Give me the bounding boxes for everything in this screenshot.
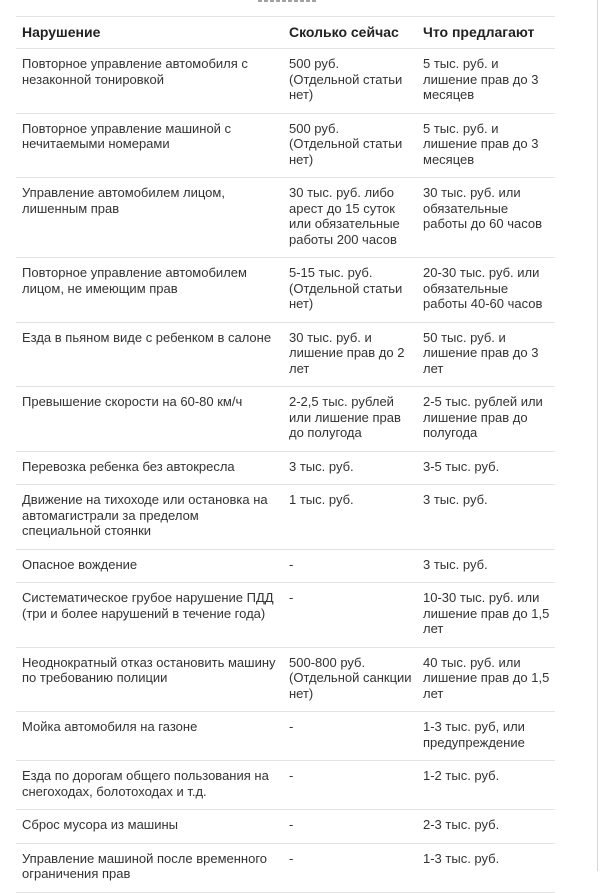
table-row <box>16 712 555 761</box>
violation-cell: Управление автомобилем лицом, лишенным прав <box>16 178 283 258</box>
violation-cell: Повторное управление автомобилем лицом, не имеющим прав <box>16 258 283 323</box>
table-row <box>16 178 555 258</box>
current-fine-cell: 2-2,5 тыс. рублей или лишение прав до полугода <box>283 387 417 452</box>
proposed-fine-cell: 1-3 тыс. руб. <box>417 843 555 892</box>
proposed-fine-cell: 3 тыс. руб. <box>417 549 555 583</box>
table-row <box>16 647 555 712</box>
proposed-fine-cell: 1-3 тыс. руб, или предупреждение <box>417 712 555 761</box>
proposed-fine-cell: 20-30 тыс. руб. или обязательные работы 40-60 часов <box>417 258 555 323</box>
current-fine-cell: 30 тыс. руб. и лишение прав до 2 лет <box>283 322 417 387</box>
table-row <box>16 761 555 810</box>
current-fine-cell: 1 тыс. руб. <box>283 485 417 550</box>
table-row <box>16 810 555 844</box>
proposed-fine-cell: 2-3 тыс. руб. <box>417 810 555 844</box>
header-violation: Нарушение <box>16 17 283 49</box>
current-fine-cell: 500 руб. (Отдельной статьи нет) <box>283 113 417 178</box>
current-fine-cell: - <box>283 549 417 583</box>
violation-cell: Повторное управление машиной с нечитаемыми номерами <box>16 113 283 178</box>
table-row <box>16 843 555 892</box>
current-fine-cell: 30 тыс. руб. либо арест до 15 суток или обязательные работы 200 часов <box>283 178 417 258</box>
proposed-fine-cell: 5 тыс. руб. и лишение прав до 3 месяцев <box>417 113 555 178</box>
violation-cell: Мойка автомобиля на газоне <box>16 712 283 761</box>
current-fine-cell: - <box>283 810 417 844</box>
violation-cell: Перевозка ребенка без автокресла <box>16 451 283 485</box>
table-row <box>16 258 555 323</box>
violation-cell: Езда по дорогам общего пользования на снегоходах, болотоходах и т.д. <box>16 761 283 810</box>
violation-cell: Неоднократный отказ остановить машину по требованию полиции <box>16 647 283 712</box>
table-row <box>16 549 555 583</box>
table-row <box>16 322 555 387</box>
table-row <box>16 451 555 485</box>
proposed-fine-cell: 40 тыс. руб. или лишение прав до 1,5 лет <box>417 647 555 712</box>
violation-cell: Повторное управление автомобиля с незаконной тонировкой <box>16 49 283 114</box>
current-fine-cell: 500 руб. (Отдельной статьи нет) <box>283 49 417 114</box>
proposed-fine-cell: 50 тыс. руб. и лишение прав до 3 лет <box>417 322 555 387</box>
proposed-fine-cell: 3-5 тыс. руб. <box>417 451 555 485</box>
proposed-fine-cell: 10-30 тыс. руб. или лишение прав до 1,5 лет <box>417 583 555 648</box>
violation-cell: Опасное вождение <box>16 549 283 583</box>
current-fine-cell: 500-800 руб. (Отдельной санкции нет) <box>283 647 417 712</box>
proposed-fine-cell: 2-5 тыс. рублей или лишение прав до полугода <box>417 387 555 452</box>
current-fine-cell: - <box>283 712 417 761</box>
proposed-fine-cell: 1-2 тыс. руб. <box>417 761 555 810</box>
header-current-fine: Сколько сейчас <box>283 17 417 49</box>
violation-cell: Превышение скорости на 60-80 км/ч <box>16 387 283 452</box>
current-fine-cell: 3 тыс. руб. <box>283 451 417 485</box>
proposed-fine-cell: 3 тыс. руб. <box>417 485 555 550</box>
violation-cell: Движение на тихоходе или остановка на автомагистрали за пределом специальной стоянки <box>16 485 283 550</box>
table-row <box>16 49 555 114</box>
current-fine-cell: - <box>283 583 417 648</box>
table-header-row <box>16 17 555 49</box>
table-row <box>16 485 555 550</box>
table-row <box>16 387 555 452</box>
current-fine-cell: - <box>283 761 417 810</box>
right-divider <box>597 0 598 871</box>
proposed-fine-cell: 30 тыс. руб. или обязательные работы до 60 часов <box>417 178 555 258</box>
header-proposed-fine: Что предлагают <box>417 17 555 49</box>
table-row <box>16 113 555 178</box>
violation-cell: Управление машиной после временного ограничения прав <box>16 843 283 892</box>
clipped-heading-fragment <box>258 0 318 2</box>
current-fine-cell: - <box>283 843 417 892</box>
proposed-fine-cell: 5 тыс. руб. и лишение прав до 3 месяцев <box>417 49 555 114</box>
table-row <box>16 583 555 648</box>
violation-cell: Систематическое грубое нарушение ПДД (три и более нарушений в течение года) <box>16 583 283 648</box>
current-fine-cell: 5-15 тыс. руб. (Отдельной статьи нет) <box>283 258 417 323</box>
fines-table <box>16 17 555 893</box>
violation-cell: Сброс мусора из машины <box>16 810 283 844</box>
violation-cell: Езда в пьяном виде с ребенком в салоне <box>16 322 283 387</box>
